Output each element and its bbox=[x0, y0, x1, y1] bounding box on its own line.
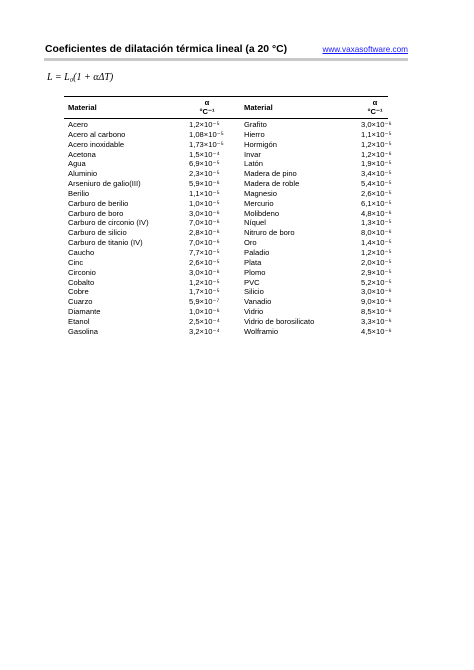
coefficient-right: 6,1×10⁻⁵ bbox=[361, 198, 392, 208]
table-row bbox=[64, 198, 392, 209]
table-row bbox=[64, 326, 392, 337]
material-left: Gasolina bbox=[68, 326, 98, 336]
coefficient-right: 8,0×10⁻⁶ bbox=[361, 228, 392, 238]
column-header-material-right: Material bbox=[244, 103, 273, 112]
material-left: Acero bbox=[68, 120, 88, 129]
table-row bbox=[64, 228, 392, 238]
table-row bbox=[64, 257, 392, 268]
material-left: Acero inoxidable bbox=[68, 139, 125, 149]
alpha-symbol: α bbox=[372, 98, 378, 107]
coefficient-left: 2,3×10⁻⁵ bbox=[189, 169, 220, 179]
table-row bbox=[64, 208, 392, 219]
material-left: Etanol bbox=[68, 316, 90, 326]
coefficient-left: 1,0×10⁻⁶ bbox=[189, 307, 220, 317]
alpha-unit: °C⁻¹ bbox=[367, 106, 383, 116]
material-right: Plomo bbox=[244, 267, 266, 277]
material-left: Carburo de boro bbox=[68, 208, 124, 218]
material-left: Arseniuro de galio(III) bbox=[68, 179, 141, 189]
material-right: Madera de pino bbox=[244, 169, 297, 179]
table-row bbox=[64, 247, 392, 258]
coefficient-left: 3,0×10⁻⁶ bbox=[189, 208, 220, 218]
material-left: Circonio bbox=[68, 267, 96, 277]
material-right: Invar bbox=[244, 149, 261, 159]
table-row bbox=[64, 238, 392, 248]
table-row bbox=[64, 159, 392, 169]
table-row bbox=[64, 169, 392, 179]
table-row bbox=[64, 129, 392, 140]
coefficient-right: 4,8×10⁻⁶ bbox=[361, 208, 392, 218]
coefficient-right: 9,0×10⁻⁶ bbox=[361, 297, 392, 307]
material-right: Latón bbox=[244, 159, 264, 169]
material-left: Cobre bbox=[68, 287, 89, 297]
table-row bbox=[64, 218, 392, 228]
coefficient-left: 1,08×10⁻⁵ bbox=[189, 129, 224, 139]
alpha-symbol: α bbox=[204, 98, 210, 107]
material-right: Nitruro de boro bbox=[244, 228, 295, 238]
coefficient-left: 7,0×10⁻⁶ bbox=[189, 218, 220, 228]
coefficient-right: 2,9×10⁻⁵ bbox=[361, 267, 392, 277]
material-left: Diamante bbox=[68, 307, 101, 317]
coefficient-left: 3,2×10⁻⁴ bbox=[189, 326, 220, 336]
table-row bbox=[64, 139, 392, 150]
coefficient-right: 1,2×10⁻⁵ bbox=[361, 139, 392, 149]
coefficient-right: 1,2×10⁻⁵ bbox=[361, 247, 392, 257]
alpha-unit: °C⁻¹ bbox=[199, 106, 215, 116]
coefficient-right: 4,5×10⁻⁶ bbox=[361, 326, 392, 336]
material-right: Oro bbox=[244, 238, 257, 248]
coefficient-left: 1,1×10⁻⁵ bbox=[189, 188, 220, 198]
material-right: Hierro bbox=[244, 129, 265, 139]
material-left: Aluminio bbox=[68, 169, 98, 179]
coefficient-right: 1,2×10⁻⁶ bbox=[361, 149, 392, 159]
coefficient-left: 7,0×10⁻⁶ bbox=[189, 238, 220, 248]
table-row bbox=[64, 188, 392, 199]
material-right: Vanadio bbox=[244, 297, 272, 307]
material-right: Silicio bbox=[244, 287, 264, 297]
material-left: Carburo de silicio bbox=[68, 228, 127, 238]
table-row bbox=[64, 149, 392, 160]
material-right: Mercurio bbox=[244, 198, 274, 208]
coefficient-right: 3,3×10⁻⁶ bbox=[361, 316, 392, 326]
table-row bbox=[64, 316, 392, 327]
material-right: Níquel bbox=[244, 218, 266, 228]
material-left: Berilio bbox=[68, 188, 90, 198]
material-left: Carburo de titanio (IV) bbox=[68, 238, 143, 248]
coefficient-left: 7,7×10⁻⁵ bbox=[189, 247, 220, 257]
coefficient-left: 1,0×10⁻⁵ bbox=[189, 198, 220, 208]
coefficient-left: 2,6×10⁻⁵ bbox=[189, 257, 220, 267]
material-right: Wolframio bbox=[244, 326, 279, 336]
table-body bbox=[64, 119, 392, 337]
table-row bbox=[64, 179, 392, 189]
coefficient-right: 5,2×10⁻⁵ bbox=[361, 277, 392, 287]
coefficient-right: 1,3×10⁻⁵ bbox=[361, 218, 392, 228]
material-left: Cobalto bbox=[68, 277, 95, 287]
table-row bbox=[64, 267, 392, 278]
coefficient-right: 3,4×10⁻⁵ bbox=[361, 169, 392, 179]
coefficient-left: 5,9×10⁻⁶ bbox=[189, 179, 220, 189]
coefficient-right: 1,1×10⁻⁵ bbox=[361, 129, 392, 139]
coefficient-left: 1,2×10⁻⁵ bbox=[189, 120, 220, 129]
coefficient-right: 3,0×10⁻⁶ bbox=[361, 287, 392, 297]
material-right: Vidrio bbox=[244, 307, 264, 317]
coefficient-right: 1,4×10⁻⁵ bbox=[361, 238, 392, 248]
page-header bbox=[45, 44, 408, 58]
header-divider bbox=[44, 58, 408, 61]
material-right: Paladio bbox=[244, 247, 270, 257]
coefficient-right: 8,5×10⁻⁶ bbox=[361, 307, 392, 317]
material-left: Acero al carbono bbox=[68, 129, 126, 139]
table-header bbox=[64, 97, 388, 118]
coefficient-left: 5,9×10⁻⁷ bbox=[189, 297, 220, 307]
material-left: Acetona bbox=[68, 149, 96, 159]
column-header-material-left: Material bbox=[68, 103, 97, 112]
coefficient-right: 3,0×10⁻⁶ bbox=[361, 120, 392, 129]
material-left: Caucho bbox=[68, 247, 95, 257]
table-row bbox=[64, 307, 392, 317]
website-link[interactable]: www.vaxasoftware.com bbox=[322, 45, 408, 54]
material-left: Carburo de circonio (IV) bbox=[68, 218, 149, 228]
material-right: Plata bbox=[244, 257, 262, 267]
coefficient-left: 3,0×10⁻⁶ bbox=[189, 267, 220, 277]
material-left: Cuarzo bbox=[68, 297, 93, 307]
material-right: PVC bbox=[244, 277, 260, 287]
material-left: Cinc bbox=[68, 257, 84, 267]
coefficient-left: 1,2×10⁻⁵ bbox=[189, 277, 220, 287]
expansion-formula: L = L₀(1 + αΔT) bbox=[47, 72, 114, 83]
coefficient-left: 6,9×10⁻⁵ bbox=[189, 159, 220, 169]
coefficient-right: 2,0×10⁻⁵ bbox=[361, 257, 392, 267]
coefficient-right: 2,6×10⁻⁵ bbox=[361, 188, 392, 198]
table-row bbox=[64, 287, 392, 297]
column-header-alpha-right bbox=[360, 99, 390, 116]
coefficient-right: 5,4×10⁻⁵ bbox=[361, 179, 392, 189]
material-right: Grafito bbox=[244, 120, 267, 129]
material-right: Hormigón bbox=[244, 139, 277, 149]
material-left: Carburo de berilio bbox=[68, 198, 129, 208]
coefficient-left: 2,8×10⁻⁶ bbox=[189, 228, 220, 238]
table-row bbox=[64, 277, 392, 288]
table-row bbox=[64, 297, 392, 307]
material-right: Magnesio bbox=[244, 188, 277, 198]
material-left: Agua bbox=[68, 159, 86, 169]
coefficient-left: 1,73×10⁻⁵ bbox=[189, 139, 224, 149]
material-right: Madera de roble bbox=[244, 179, 300, 189]
page-title: Coeficientes de dilatación térmica lineal (a 20 °C) bbox=[45, 44, 288, 55]
table-row bbox=[64, 120, 392, 130]
coefficient-left: 1,7×10⁻⁵ bbox=[189, 287, 220, 297]
column-header-alpha-left bbox=[192, 99, 222, 116]
expansion-coefficients-table bbox=[64, 96, 392, 337]
coefficient-right: 1,9×10⁻⁵ bbox=[361, 159, 392, 169]
coefficient-left: 1,5×10⁻⁴ bbox=[189, 149, 220, 159]
material-right: Vidrio de borosilicato bbox=[244, 316, 315, 326]
coefficient-left: 2,5×10⁻⁴ bbox=[189, 316, 220, 326]
material-right: Molibdeno bbox=[244, 208, 280, 218]
